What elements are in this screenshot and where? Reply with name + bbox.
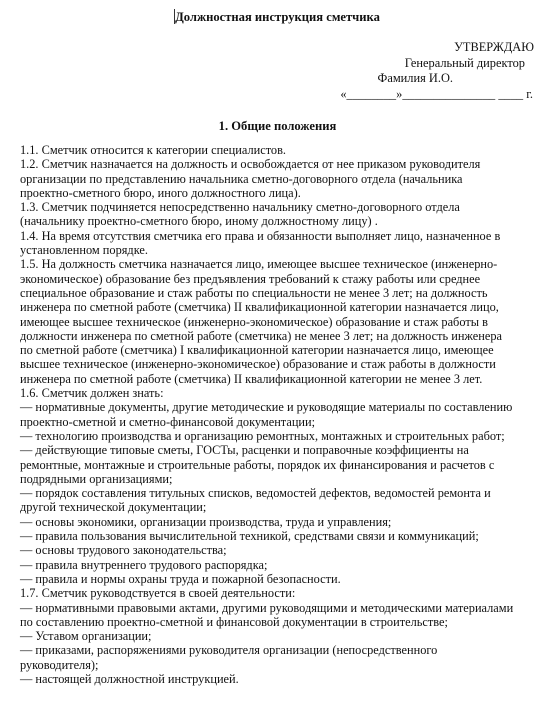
- text-line: (начальнику проектно-сметного бюро, иному должностному лицу) .: [20, 214, 378, 229]
- section-title: 1. Общие положения: [218, 119, 337, 133]
- text-line: руководителя);: [20, 657, 99, 672]
- text-line: проектно-сметного бюро, иного должностного лица).: [20, 185, 301, 200]
- text-line: — основы экономики, организации производства, труда и управления;: [20, 514, 392, 529]
- text-line: 1.7. Сметчик руководствуется в своей деятельности:: [20, 586, 296, 601]
- text-line: организации по представлению начальника сметно-договорного отдела (начальника: [20, 171, 463, 186]
- text-line: 1.6. Сметчик должен знать:: [20, 386, 164, 401]
- text-line: — порядок составления титульных списков, ведомостей дефектов, ведомостей ремонта и: [20, 486, 491, 501]
- text-line: установленном порядке.: [20, 243, 148, 258]
- text-line: 1.2. Сметчик назначается на должность и освобождается от нее приказом руководителя: [20, 157, 481, 172]
- approver-name: Фамилия И.О.: [377, 71, 453, 85]
- text-line: — Уставом организации;: [20, 629, 152, 644]
- text-line: — действующие типовые сметы, ГОСТы, расценки и поправочные коэффициенты на: [20, 443, 469, 458]
- text-line: инженера по сметной работе (сметчика) II квалификационной категории не менее 3 лет.: [20, 371, 483, 386]
- approval-block: [335, 40, 535, 102]
- text-line: — нормативными правовыми актами, другими руководящими и методическими материалами: [20, 600, 514, 615]
- text-line: специальное образование и стаж работы по специальности не менее 3 лет; на должность: [20, 285, 488, 300]
- text-line: должности инженера по сметной работе (сметчика) не менее 3 лет; на должность инженера: [20, 328, 503, 343]
- document-title: Должностная инструкция сметчика: [175, 10, 380, 24]
- section-body: [20, 143, 548, 686]
- text-line: — основы трудового законодательства;: [20, 543, 227, 558]
- approver-position: Генеральный директор: [404, 55, 525, 70]
- text-line: — правила внутреннего трудового распорядка;: [20, 557, 268, 572]
- text-line: — правила и нормы охраны труда и пожарной безопасности.: [20, 571, 341, 586]
- approval-heading: УТВЕРЖДАЮ: [454, 40, 534, 54]
- text-line: проектно-сметной и сметно-финансовой документации;: [20, 414, 316, 429]
- text-line: — нормативные документы, другие методические и руководящие материалы по составлению: [20, 400, 513, 415]
- text-line: — технологию производства и организацию ремонтных, монтажных и строительных работ;: [20, 428, 505, 443]
- approval-date-line: «________»_______________ ____ г.: [340, 86, 533, 101]
- text-line: — правила пользования вычислительной техникой, средствами связи и коммуникаций;: [20, 529, 479, 544]
- text-line: 1.1. Сметчик относится к категории специалистов.: [20, 143, 287, 157]
- text-line: ремонтные, монтажные и строительные работы, порядок их финансирования и расчетов с: [20, 457, 495, 472]
- text-line: 1.4. На время отсутствия сметчика его права и обязанности выполняет лицо, назначенное в: [20, 228, 501, 243]
- text-line: — настоящей должностной инструкцией.: [20, 671, 239, 686]
- text-line: имеющее высшее техническое (инженерно-экономическое) образование и стаж работы в: [20, 314, 488, 329]
- text-line: по составлению проектно-сметной и финансовой документации в строительстве;: [20, 614, 448, 629]
- text-line: подрядными организациями;: [20, 471, 173, 486]
- text-line: инженера по сметной работе (сметчика) II квалификационной категории назначается лицо,: [20, 300, 499, 315]
- text-line: 1.3. Сметчик подчиняется непосредственно начальнику сметно-договорного отдела: [20, 200, 460, 215]
- text-line: высшее техническое (инженерно-экономическое) образование и стаж работы в должности: [20, 357, 496, 372]
- text-line: экономическое) образование без предъявления требований к стажу работы или среднее: [20, 271, 481, 286]
- text-cursor: [174, 9, 175, 24]
- text-line: 1.5. На должность сметчика назначается лицо, имеющее высшее техническое (инженерно-: [20, 257, 498, 272]
- text-line: другой технической документации;: [20, 500, 207, 515]
- text-line: по сметной работе (сметчика) I квалификационной категории назначается лицо, имеющее: [20, 343, 494, 358]
- text-line: — приказами, распоряжениями руководителя организации (непосредственного: [20, 643, 438, 658]
